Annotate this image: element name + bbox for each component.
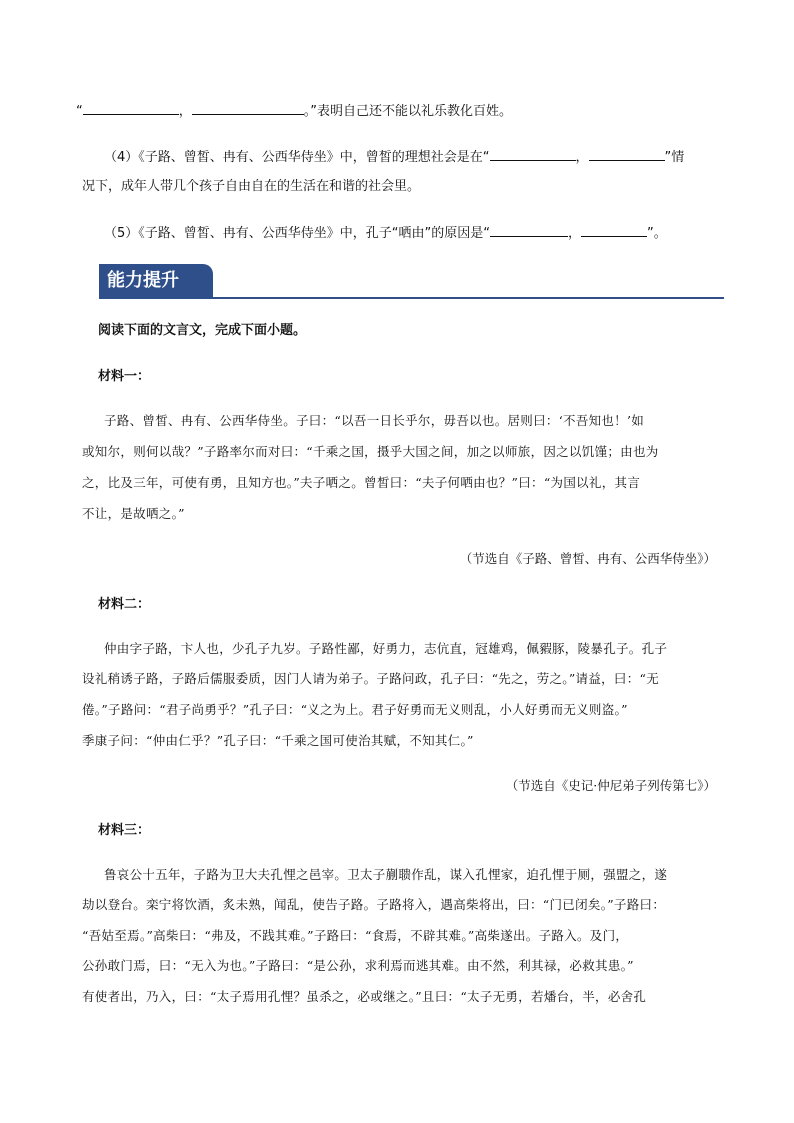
material-1-line: 不让，是故哂之。” <box>82 506 185 521</box>
answer-blank[interactable] <box>581 222 647 237</box>
question-4-line-2: 况下，成年人带几个孩子自由自在的生活在和谐的社会里。 <box>82 179 421 194</box>
material-1-line: 或知尔，则何以哉？”子路率尔而对曰：“千乘之国，摄乎大国之间，加之以师旅，因之以饥馑；由也为 <box>82 444 659 459</box>
material-2-line: 倦。”子路问：“君子尚勇乎？”孔子曰：“义之为上。君子好勇而无义则乱，小人好勇而无义则盗。” <box>82 702 628 717</box>
answer-blank[interactable] <box>192 100 304 115</box>
material-1-heading: 材料一： <box>98 369 151 384</box>
instruction: 阅读下面的文言文，完成下面小题。 <box>98 323 307 338</box>
section-header <box>99 264 213 298</box>
question-4-line: （4）《子路、曾皙、冉有、公西华侍坐》中，曾皙的理想社会是在“ ， ”情 <box>104 146 744 169</box>
material-2-line: 季康子问：“仲由仁乎？”孔子曰：“千乘之国可使治其赋，不知其仁。” <box>82 733 474 748</box>
material-3-line: “吾姑至焉。”高柴曰：“弗及，不践其难。”子路曰：“食焉，不辟其难。”高柴遂出。子路入。及门， <box>82 928 629 943</box>
answer-blank[interactable] <box>490 146 576 161</box>
material-2-heading: 材料二： <box>98 597 151 612</box>
material-3-heading: 材料三： <box>98 823 151 838</box>
material-3-line: 有使者出，乃入，曰：“太子焉用孔悝？虽杀之，必或继之。”且曰：“太子无勇，若燔台，半，必舍孔 <box>82 989 647 1004</box>
material-2-source: （节选自《史记·仲尼弟子列传第七》） <box>505 778 716 793</box>
answer-blank[interactable] <box>490 222 568 237</box>
section-title: 能力提升 <box>107 270 179 291</box>
material-1-line: 之，比及三年，可使有勇，且知方也。”夫子哂之。曾皙曰：“夫子何哂由也？”曰：“为国以礼，其言 <box>82 475 641 490</box>
material-3-line: 公孙敢门焉，曰：“无入为也。”子路曰：“是公孙，求利焉而逃其难。由不然，利其禄，必救其患。” <box>82 958 634 973</box>
question-5-line: （5）《子路、曾皙、冉有、公西华侍坐》中，孔子“哂由”的原因是“ ， ”。 <box>104 222 744 245</box>
answer-blank[interactable] <box>83 100 179 115</box>
material-1-line: 子路、曾皙、冉有、公西华侍坐。子曰：“以吾一日长乎尔，毋吾以也。居则曰：‘不吾知也！’如 <box>104 413 645 428</box>
material-3-line: 鲁哀公十五年，子路为卫大夫孔悝之邑宰。卫太子蒯聩作乱，谋入孔悝家，迫孔悝于厕，强盟之，遂 <box>104 867 668 882</box>
question-3-line: “ ， 。”表明自己还不能以礼乐教化百姓。 <box>76 100 716 123</box>
material-2-line: 仲由字子路，卞人也，少孔子九岁。子路性鄙，好勇力，志伉直，冠雄鸡，佩豭豚，陵暴孔子。孔子 <box>104 641 668 656</box>
material-2-line: 设礼稍诱子路，子路后儒服委质，因门人请为弟子。子路问政，孔子曰：“先之，劳之。”请益，曰：“无 <box>82 671 660 686</box>
answer-blank[interactable] <box>589 146 665 161</box>
material-3-line: 劫以登台。栾宁将饮酒，炙未熟，闻乱，使告子路。子路将入，遇高柴将出，曰：“门已闭矣。”子路曰： <box>82 897 666 912</box>
material-1-source: （节选自《子路、曾皙、冉有、公西华侍坐》） <box>459 551 716 566</box>
section-divider <box>99 297 724 299</box>
